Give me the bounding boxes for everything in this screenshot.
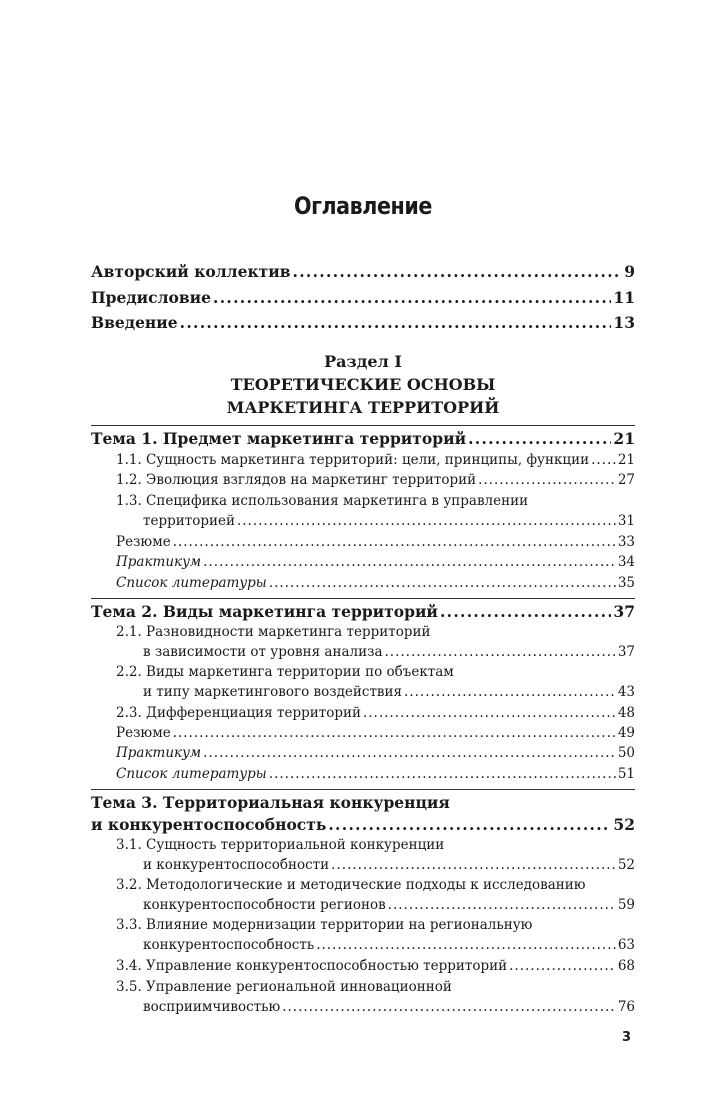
toc-item-text: восприимчивостью (143, 999, 281, 1015)
toc-item-text: и конкурентоспособности (143, 857, 330, 873)
section-divider (91, 789, 635, 790)
toc-page-number: 59 (617, 897, 635, 913)
toc-item-2-2-line2[interactable] (143, 684, 635, 700)
toc-page-number: 37 (617, 644, 635, 660)
leader-dots (591, 452, 616, 468)
toc-item-3-2-line2[interactable] (143, 897, 635, 913)
toc-item-text: конкурентоспособность (143, 937, 315, 953)
leader-dots (203, 554, 616, 570)
toc-topic-3-line1[interactable]: Тема 3. Территориальная конкуренция (91, 793, 450, 812)
toc-item-text: территорией (143, 513, 235, 529)
toc-page-number: 35 (617, 575, 635, 591)
toc-item-text: Резюме (116, 725, 171, 741)
leader-dots (404, 684, 616, 700)
toc-page-number: 68 (617, 958, 635, 974)
toc-page-number: 48 (617, 705, 635, 721)
toc-page-number: 50 (617, 745, 635, 761)
toc-page-number: 63 (617, 937, 635, 953)
toc-entry-introduction[interactable] (91, 313, 635, 332)
toc-item-text: Резюме (116, 534, 171, 550)
toc-page-number: 76 (617, 999, 635, 1015)
toc-item-2-1-line2[interactable] (143, 644, 635, 660)
toc-entry-preface[interactable] (91, 288, 635, 307)
toc-item-1-2[interactable] (116, 472, 635, 488)
toc-page-number: 11 (613, 288, 635, 307)
toc-page-number: 52 (617, 857, 635, 873)
toc-entry-text: Предисловие (91, 288, 211, 307)
toc-item-3-1-line1[interactable]: 3.1. Сущность территориальной конкуренции (116, 837, 445, 853)
leader-dots (293, 262, 623, 281)
toc-item-3-5-line2[interactable] (143, 999, 635, 1015)
toc-item-text: 2.3. Дифференциация территорий (116, 705, 361, 721)
leader-dots (331, 857, 616, 873)
part-title-line1: ТЕОРЕТИЧЕСКИЕ ОСНОВЫ (230, 375, 496, 394)
toc-item-3-1-line2[interactable] (143, 857, 635, 873)
toc-entry-text: Введение (91, 313, 178, 332)
toc-item-3-5-line1[interactable]: 3.5. Управление региональной инновационной (116, 979, 452, 995)
leader-dots (180, 313, 612, 332)
leader-dots (385, 644, 616, 660)
toc-topic-2[interactable] (91, 602, 635, 621)
section-divider (91, 425, 635, 426)
toc-topic-title: Тема 1. Предмет маркетинга территорий (91, 429, 467, 448)
toc-item-text: Список литературы (116, 575, 267, 591)
leader-dots (237, 513, 616, 529)
toc-item-text: 3.4. Управление конкурентоспособностью территорий (116, 958, 508, 974)
toc-item-2-2-line1[interactable]: 2.2. Виды маркетинга территории по объектам (116, 664, 454, 680)
leader-dots (269, 766, 616, 782)
toc-entry-authors[interactable] (91, 262, 635, 281)
toc-item-1-3-line2[interactable] (143, 513, 635, 529)
leader-dots (203, 745, 616, 761)
leader-dots (328, 815, 611, 834)
toc-page-number: 21 (617, 452, 635, 468)
toc-item-2-1-line1[interactable]: 2.1. Разновидности маркетинга территорий (116, 624, 431, 640)
leader-dots (468, 429, 611, 448)
page-number: 3 (622, 1030, 632, 1045)
page-title: Оглавление (294, 192, 432, 220)
leader-dots (269, 575, 616, 591)
toc-item-references-1[interactable] (116, 575, 635, 591)
leader-dots (509, 958, 616, 974)
toc-page-number: 33 (617, 534, 635, 550)
toc-item-text: в зависимости от уровня анализа (143, 644, 383, 660)
toc-item-text: и типу маркетингового воздействия (143, 684, 403, 700)
toc-item-1-1[interactable] (116, 452, 635, 468)
toc-item-text: конкурентоспособности регионов (143, 897, 386, 913)
toc-page-number: 27 (617, 472, 635, 488)
section-divider (91, 598, 635, 599)
leader-dots (388, 897, 616, 913)
toc-topic-3-line2[interactable] (91, 815, 635, 834)
leader-dots (173, 534, 616, 550)
toc-item-3-2-line1[interactable]: 3.2. Методологические и методические подходы к исследованию (116, 877, 586, 893)
toc-item-summary-2[interactable] (116, 725, 635, 741)
toc-page-number: 13 (613, 313, 635, 332)
toc-item-summary-1[interactable] (116, 534, 635, 550)
toc-item-text: Практикум (116, 745, 202, 761)
toc-item-3-3-line1[interactable]: 3.3. Влияние модернизации территории на региональную (116, 917, 533, 933)
leader-dots (478, 472, 616, 488)
toc-page-number: 21 (613, 429, 635, 448)
part-heading (0, 350, 726, 419)
toc-item-text: Список литературы (116, 766, 267, 782)
toc-page-number: 51 (617, 766, 635, 782)
toc-page-number: 34 (617, 554, 635, 570)
toc-item-3-4[interactable] (116, 958, 635, 974)
toc-item-practicum-1[interactable] (116, 554, 635, 570)
leader-dots (363, 705, 616, 721)
toc-item-references-2[interactable] (116, 766, 635, 782)
toc-topic-title: Тема 2. Виды маркетинга территорий (91, 602, 438, 621)
toc-item-1-3-line1[interactable]: 1.3. Специфика использования маркетинга в управлении (116, 493, 529, 509)
toc-item-text: Практикум (116, 554, 202, 570)
toc-page-number: 43 (617, 684, 635, 700)
leader-dots (440, 602, 611, 621)
toc-item-text: 1.2. Эволюция взглядов на маркетинг территорий (116, 472, 477, 488)
toc-topic-title: и конкурентоспособность (91, 815, 327, 834)
toc-topic-1[interactable] (91, 429, 635, 448)
part-label: Раздел I (324, 352, 402, 371)
toc-page-number: 37 (613, 602, 635, 621)
leader-dots (213, 288, 611, 307)
toc-entry-text: Авторский коллектив (91, 262, 291, 281)
toc-item-text: 1.1. Сущность маркетинга территорий: цели, принципы, функции (116, 452, 590, 468)
toc-page-number: 9 (624, 262, 635, 281)
toc-page-number: 52 (613, 815, 635, 834)
toc-page-number: 31 (617, 513, 635, 529)
part-title-line2: МАРКЕТИНГА ТЕРРИТОРИЙ (226, 398, 500, 417)
toc-item-2-3[interactable] (116, 705, 635, 721)
leader-dots (316, 937, 616, 953)
toc-item-3-3-line2[interactable] (143, 937, 635, 953)
leader-dots (282, 999, 616, 1015)
toc-page-number: 49 (617, 725, 635, 741)
toc-item-practicum-2[interactable] (116, 745, 635, 761)
leader-dots (173, 725, 616, 741)
